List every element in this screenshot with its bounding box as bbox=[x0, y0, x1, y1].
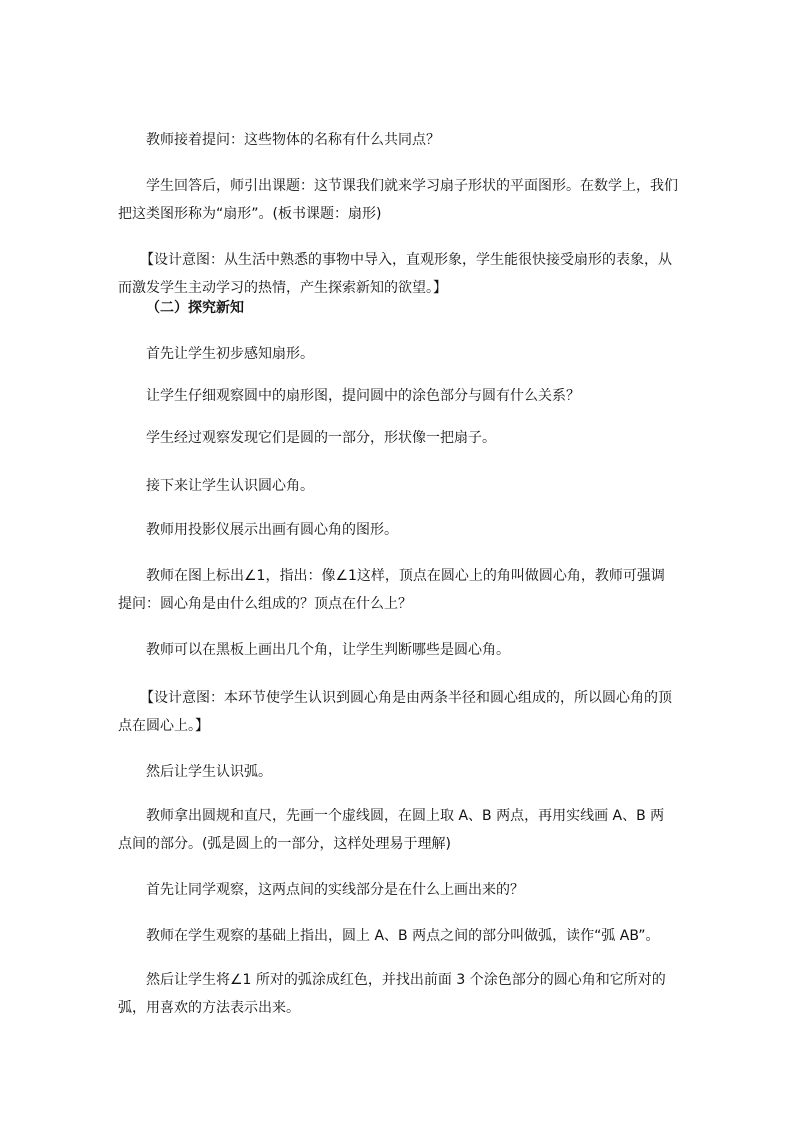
paragraph-design-intent-2: 【设计意图：本环节使学生认识到圆心角是由两条半径和圆心组成的，所以圆心角的顶点在圆心上。】 bbox=[118, 690, 672, 734]
paragraph-student-discover: 学生经过观察发现它们是圆的一部分，形状像一把扇子。 bbox=[146, 430, 496, 446]
paragraph-introduce-topic: 学生回答后，师引出课题：这节课我们就来学习扇子形状的平面图形。在数学上，我们把这类图形称为“扇形”。(板书课题：扇形) bbox=[118, 178, 678, 222]
paragraph-design-intent-1: 【设计意图：从生活中熟悉的事物中导入，直观形象，学生能很快接受扇形的表象，从而激发学生主动学习的热情，产生探索新知的欲望。】 bbox=[118, 252, 672, 296]
paragraph-central-angle-intro: 接下来让学生认识圆心角。 bbox=[146, 478, 314, 494]
paragraph-teacher-question: 教师接着提问：这些物体的名称有什么共同点？ bbox=[146, 132, 440, 148]
paragraph-color-arc: 然后让学生将∠1 所对的弧涂成红色，并找出前面 3 个涂色部分的圆心角和它所对的弧，用喜欢的方法表示出来。 bbox=[118, 972, 666, 1016]
paragraph-observe-arc: 首先让同学观察，这两点间的实线部分是在什么上画出来的？ bbox=[146, 882, 524, 898]
paragraph-observe-sector: 让学生仔细观察圆中的扇形图，提问圆中的涂色部分与圆有什么关系？ bbox=[146, 388, 580, 404]
paragraph-arc-definition: 教师在学生观察的基础上指出，圆上 A、B 两点之间的部分叫做弧，读作“弧 AB”。 bbox=[146, 928, 660, 944]
paragraph-angle-definition: 教师在图上标出∠1，指出：像∠1这样，顶点在圆心上的角叫做圆心角，教师可强调提问：圆心角是由什么组成的？顶点在什么上？ bbox=[118, 568, 665, 612]
paragraph-perceive-sector: 首先让学生初步感知扇形。 bbox=[146, 346, 314, 362]
section-heading-explore: （二）探究新知 bbox=[146, 300, 244, 316]
paragraph-draw-arc: 教师拿出圆规和直尺，先画一个虚线圆，在圆上取 A、B 两点，再用实线画 A、B 两点间的部分。(弧是圆上的一部分，这样处理易于理解) bbox=[118, 808, 665, 852]
paragraph-arc-intro: 然后让学生认识弧。 bbox=[146, 764, 272, 780]
paragraph-blackboard: 教师可以在黑板上画出几个角，让学生判断哪些是圆心角。 bbox=[146, 642, 510, 658]
paragraph-projector: 教师用投影仪展示出画有圆心角的图形。 bbox=[146, 522, 398, 538]
